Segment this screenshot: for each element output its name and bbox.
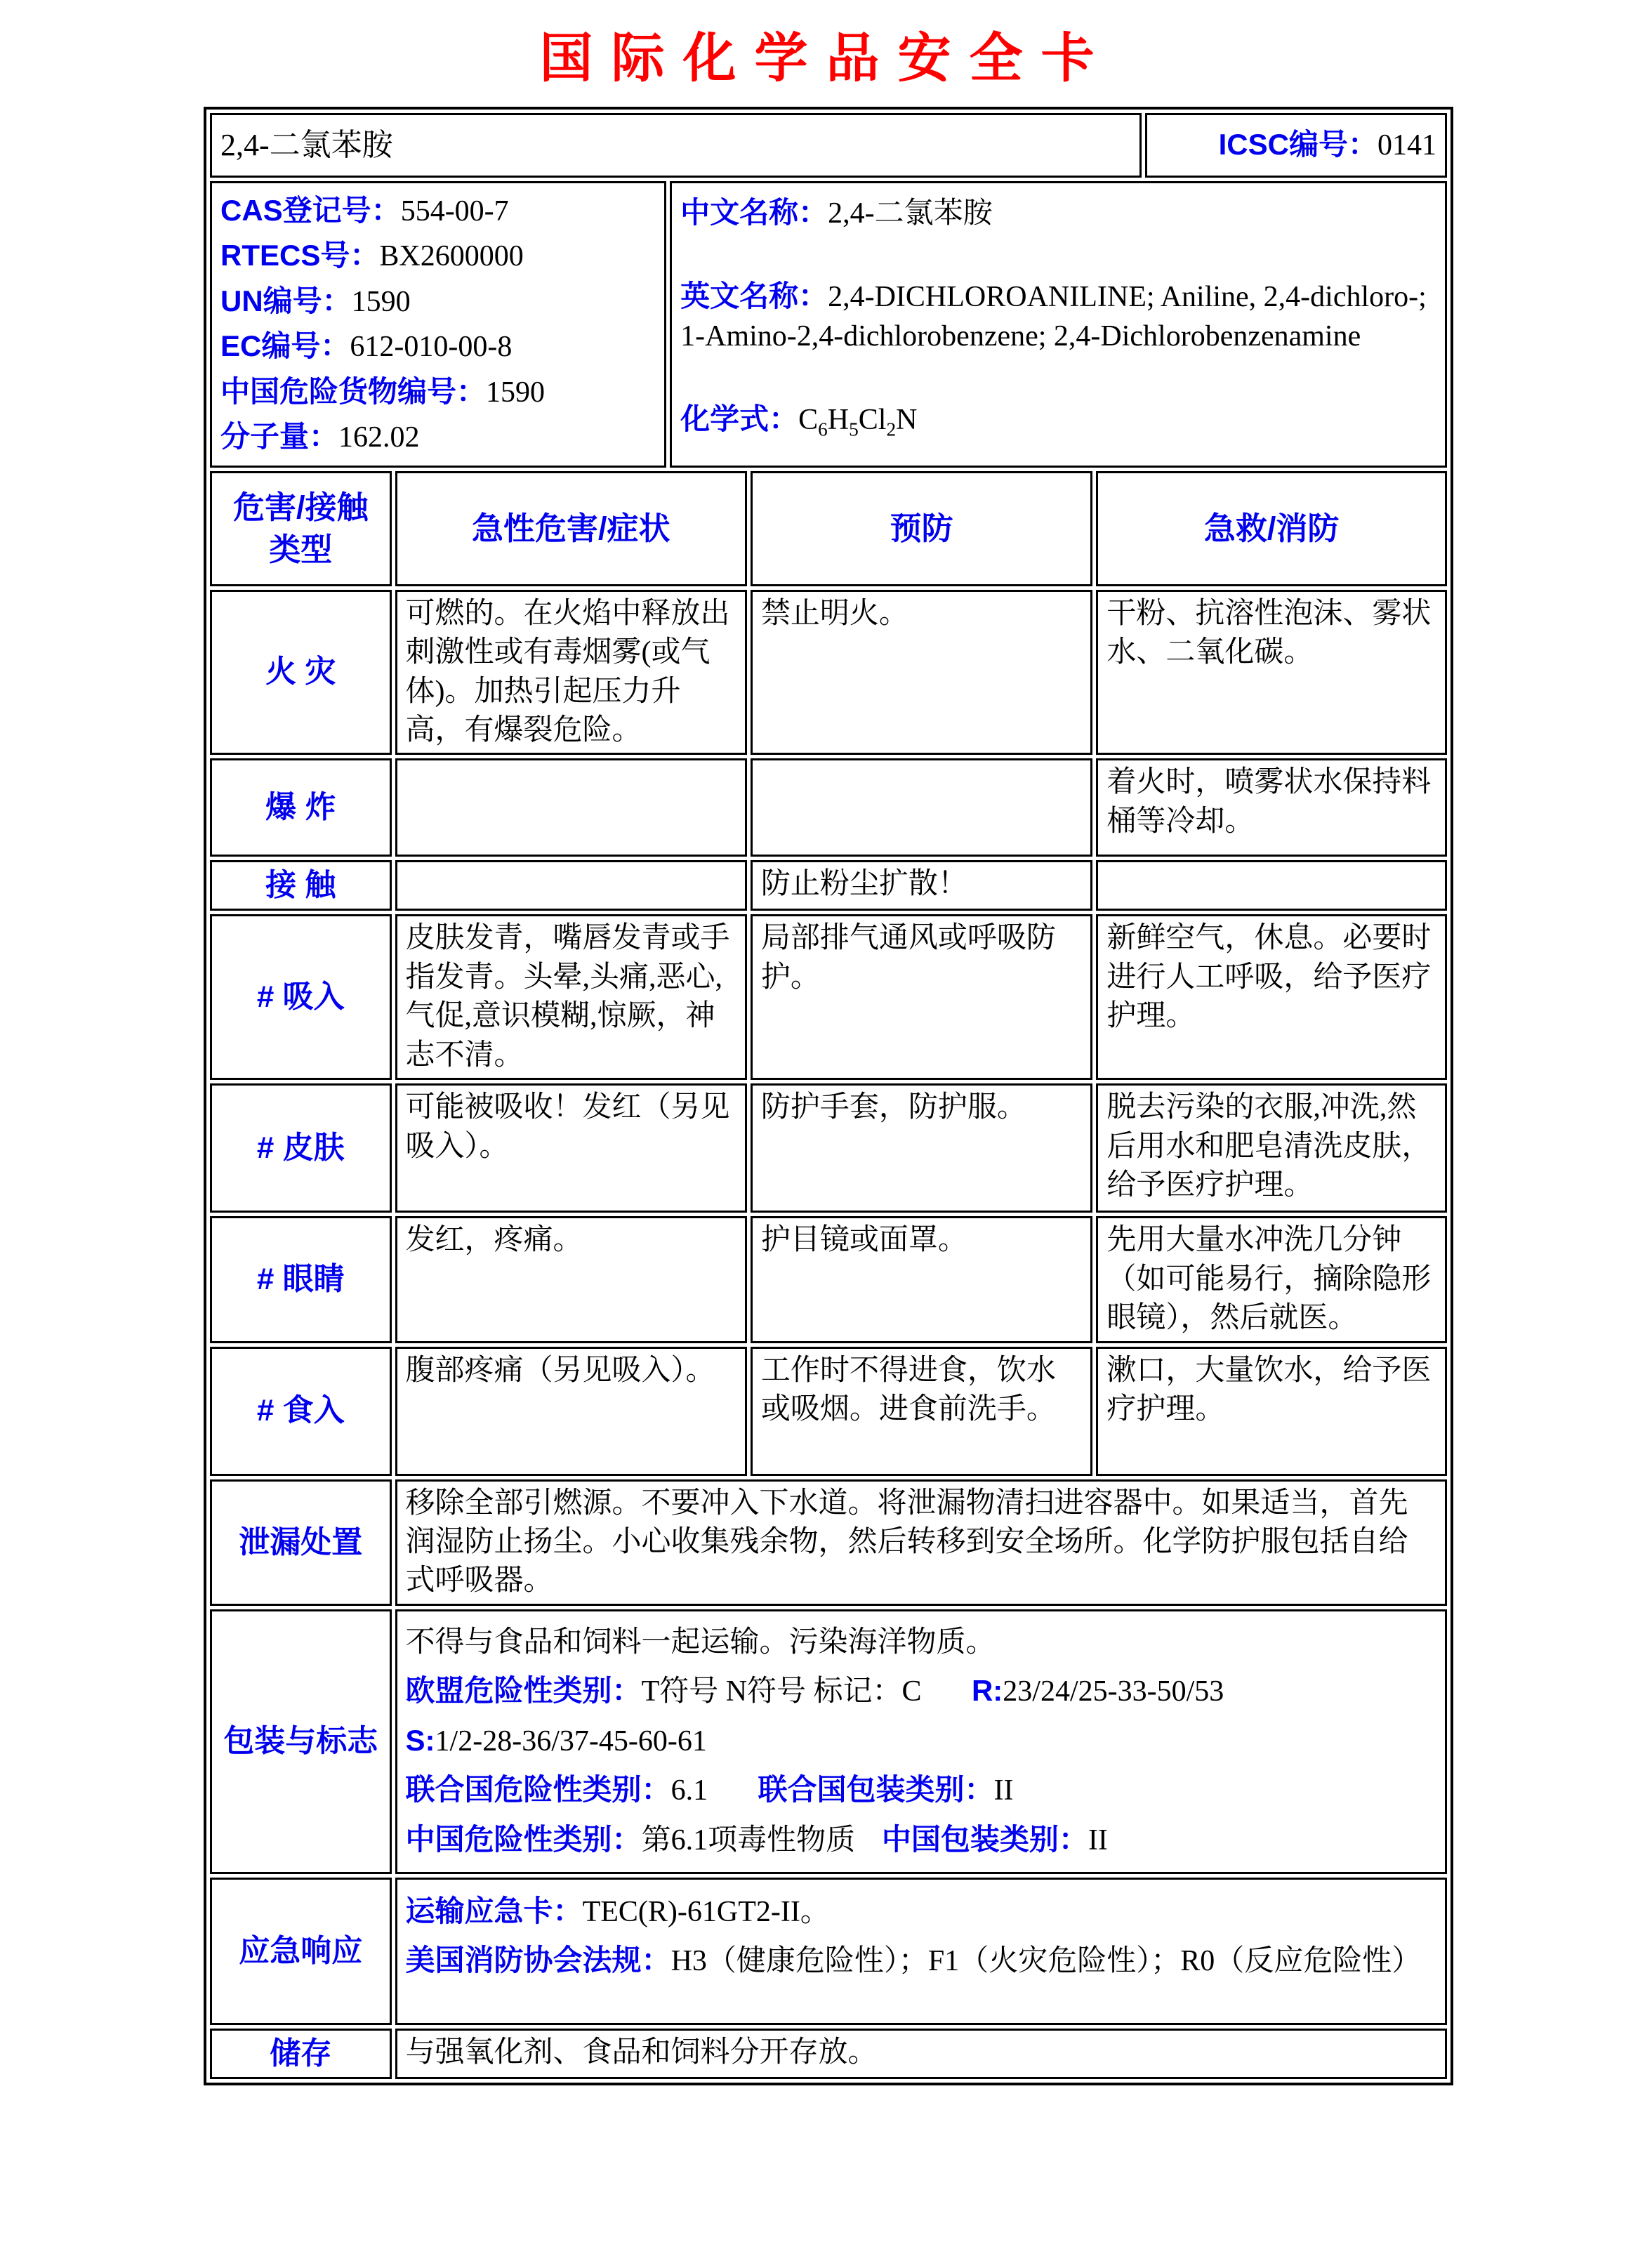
row-explosion [210, 758, 1447, 857]
ec-number: EC编号：612-010-00-8 [220, 329, 513, 364]
header-prevention: 预防 [751, 471, 1092, 586]
identifier-row [210, 181, 1447, 468]
explosion-prevention [751, 758, 1092, 857]
row-emergency [210, 1878, 1447, 2025]
eyes-response: 先用大量水冲洗几分钟（如可能易行，摘除隐形眼镜），然后就医。 [1096, 1216, 1447, 1343]
icsc-label: ICSC编号： [1218, 128, 1377, 161]
packaging-transport-note: 不得与食品和饲料一起运输。污染海洋物质。 [405, 1626, 996, 1659]
ingestion-label: # 食入 [210, 1347, 392, 1476]
packaging-eu-class: 欧盟危险性类别：T符号 N符号 标记：C R:23/24/25-33-50/53 [405, 1674, 1224, 1708]
fire-response: 干粉、抗溶性泡沫、雾状水、二氧化碳。 [1096, 590, 1447, 756]
eyes-label: # 眼睛 [210, 1216, 392, 1343]
contact-response [1096, 860, 1447, 911]
spill-label: 泄漏处置 [210, 1479, 392, 1606]
substance-name: 2,4-二氯苯胺 [210, 113, 1142, 178]
rtecs-number: RTECS号：BX2600000 [220, 239, 524, 273]
names-cell [670, 181, 1447, 468]
header-hazard-type: 危害/接触类型 [210, 471, 392, 586]
inhalation-label: # 吸入 [210, 914, 392, 1080]
row-contact [210, 860, 1447, 911]
header-symptoms: 急性危害/症状 [395, 471, 747, 586]
row-packaging [210, 1609, 1447, 1874]
explosion-symptoms [395, 758, 747, 857]
chemical-formula: 化学式：$C_6H_5Cl_2N$ [680, 402, 918, 440]
packaging-s-phrases: S:1/2-28-36/37-45-60-61 [405, 1723, 707, 1758]
inhalation-response: 新鲜空气，休息。必要时进行人工呼吸，给予医疗护理。 [1096, 914, 1447, 1080]
skin-response: 脱去污染的衣服,冲洗,然后用水和肥皂清洗皮肤，给予医疗护理。 [1096, 1083, 1447, 1213]
emergency-nfpa: 美国消防协会法规：H3（健康危险性）；F1（火灾危险性）；R0（反应危险性） [405, 1944, 1422, 1978]
eyes-symptoms: 发红，疼痛。 [395, 1216, 747, 1343]
spill-text: 移除全部引燃源。不要冲入下水道。将泄漏物清扫进容器中。如果适当，首先润湿防止扬尘。小心收集残余物，然后转移到安全场所。化学防护服包括自给式呼吸器。 [395, 1479, 1447, 1606]
molecular-weight: 分子量：162.02 [220, 420, 420, 454]
skin-prevention: 防护手套，防护服。 [751, 1083, 1092, 1213]
packaging-un-class: 联合国危险性类别：6.1 联合国包装类别：II [405, 1773, 1014, 1807]
hazard-table [206, 468, 1451, 2083]
english-name: 英文名称：2,4-DICHLOROANILINE; Aniline, 2,4-dichloro-; 1-Amino-2,4-dichlorobenzene; 2,4-Dichlorobenzenamine [680, 279, 1427, 352]
header-response: 急救/消防 [1096, 471, 1447, 586]
icsc-number-cell [1145, 113, 1447, 178]
packaging-label: 包装与标志 [210, 1609, 392, 1874]
skin-label: # 皮肤 [210, 1083, 392, 1213]
icsc-number: 0141 [1377, 129, 1436, 162]
row-spill [210, 1479, 1447, 1606]
chinese-name: 中文名称：2,4-二氯苯胺 [680, 196, 993, 230]
safety-card [204, 107, 1453, 2085]
row-eyes [210, 1216, 1447, 1343]
row-fire [210, 590, 1447, 756]
skin-symptoms: 可能被吸收！发红（另见吸入）。 [395, 1083, 747, 1213]
storage-label: 储存 [210, 2029, 392, 2079]
cas-number: CAS登记号：554-00-7 [220, 194, 509, 228]
contact-prevention: 防止粉尘扩散！ [751, 860, 1092, 911]
page-title: 国际化学品安全卡 [539, 29, 1113, 88]
title-row-table [206, 110, 1451, 181]
ingestion-symptoms: 腹部疼痛（另见吸入）。 [395, 1347, 747, 1476]
substance-row [210, 113, 1447, 178]
row-storage [210, 2029, 1447, 2079]
contact-label: 接 触 [210, 860, 392, 911]
identifier-table [206, 178, 1451, 471]
storage-text: 与强氧化剂、食品和饲料分开存放。 [395, 2029, 1447, 2079]
hazard-header-row [210, 471, 1447, 586]
un-number: UN编号：1590 [220, 284, 411, 318]
row-ingestion [210, 1347, 1447, 1476]
inhalation-prevention: 局部排气通风或呼吸防护。 [751, 914, 1092, 1080]
fire-label: 火 灾 [210, 590, 392, 756]
explosion-response: 着火时，喷雾状水保持料桶等冷却。 [1096, 758, 1447, 857]
fire-symptoms: 可燃的。在火焰中释放出刺激性或有毒烟雾(或气体)。加热引起压力升高，有爆裂危险。 [395, 590, 747, 756]
inhalation-symptoms: 皮肤发青，嘴唇发青或手指发青。头晕,头痛,恶心,气促,意识模糊,惊厥，神志不清。 [395, 914, 747, 1080]
eyes-prevention: 护目镜或面罩。 [751, 1216, 1092, 1343]
ingestion-prevention: 工作时不得进食，饮水或吸烟。进食前洗手。 [751, 1347, 1092, 1476]
emergency-label: 应急响应 [210, 1878, 392, 2025]
packaging-content [395, 1609, 1447, 1874]
emergency-tec-card: 运输应急卡：TEC(R)-61GT2-II。 [405, 1894, 830, 1929]
fire-prevention: 禁止明火。 [751, 590, 1092, 756]
china-dg-number: 中国危险货物编号：1590 [220, 374, 546, 409]
row-inhalation [210, 914, 1447, 1080]
emergency-content [395, 1878, 1447, 2025]
row-skin [210, 1083, 1447, 1213]
ingestion-response: 漱口，大量饮水，给予医疗护理。 [1096, 1347, 1447, 1476]
contact-symptoms [395, 860, 747, 911]
identifier-list [210, 181, 666, 468]
explosion-label: 爆 炸 [210, 758, 392, 857]
packaging-china-class: 中国危险性类别：第6.1项毒性物质 中国包装类别：II [405, 1822, 1108, 1857]
